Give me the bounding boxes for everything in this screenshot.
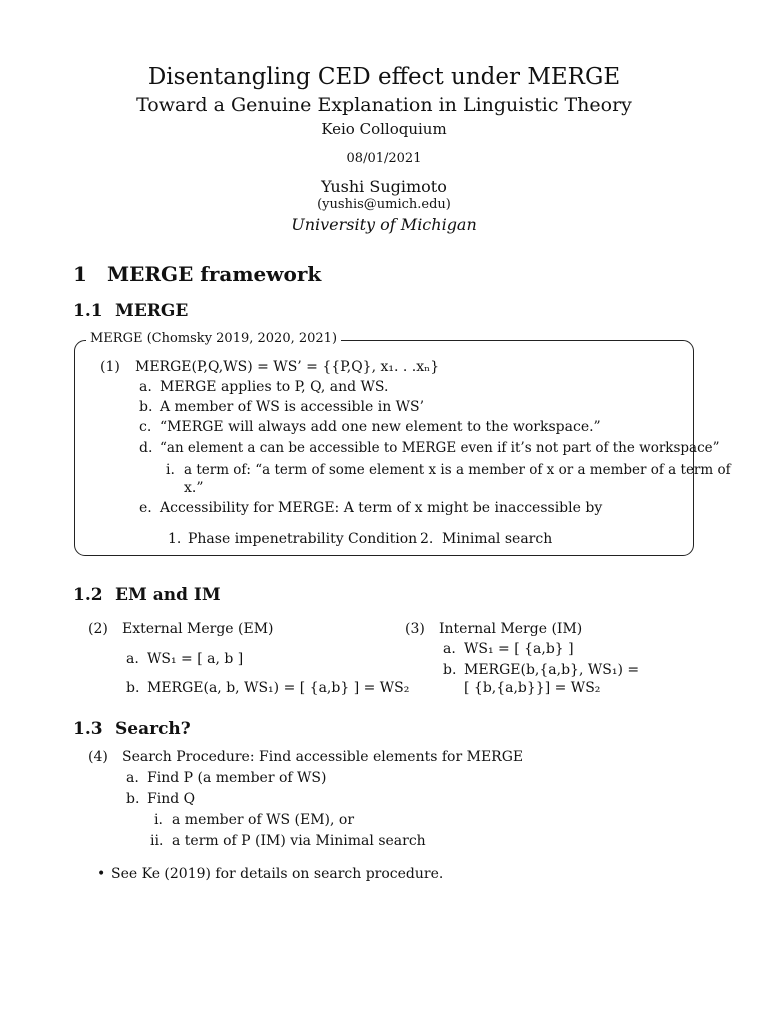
subsection-title: MERGE: [115, 301, 189, 321]
subitem-text-line1: a term of: “a term of some element x is a member of x or a member of a term of: [184, 462, 731, 478]
example-number: (2): [88, 621, 108, 637]
example-number: (3): [405, 621, 425, 637]
item-text: WS₁ = [ {a,b} ]: [464, 641, 574, 657]
item-text: Accessibility for MERGE: A term of x might be inaccessible by: [160, 500, 603, 516]
item-label: c.: [139, 419, 152, 435]
subsection-number: 1.2: [73, 585, 103, 605]
paper-title: Disentangling CED effect under MERGE: [147, 64, 621, 90]
section-title: MERGE framework: [107, 262, 322, 286]
item-text: MERGE(a, b, WS₁) = [ {a,b} ] = WS₂: [147, 680, 410, 696]
affiliation: University of Michigan: [291, 215, 477, 234]
subsection-number: 1.1: [73, 301, 103, 321]
enum-text: Phase impenetrability Condition: [188, 531, 418, 547]
subitem-text: a term of P (IM) via Minimal search: [172, 833, 426, 849]
enum-label: 1.: [168, 531, 182, 547]
item-text: “an element a can be accessible to MERGE even if it’s not part of the workspace”: [160, 440, 720, 456]
item-label: b.: [126, 680, 140, 696]
bullet-text: See Ke (2019) for details on search procedure.: [111, 866, 444, 882]
item-text: A member of WS is accessible in WS’: [160, 399, 425, 415]
item-text-line1: MERGE(b,{a,b}, WS₁) =: [464, 662, 640, 678]
item-label: d.: [139, 440, 153, 456]
subitem-label: i.: [154, 812, 163, 828]
author-email: (yushis@umich.edu): [317, 197, 451, 212]
date: 08/01/2021: [346, 151, 422, 166]
item-text: MERGE applies to P, Q, and WS.: [160, 379, 389, 395]
author: Yushi Sugimoto: [321, 177, 447, 196]
subitem-label: ii.: [150, 833, 164, 849]
subitem-text: a member of WS (EM), or: [172, 812, 355, 828]
subsection-number: 1.3: [73, 719, 103, 739]
item-label: b.: [126, 791, 140, 807]
item-label: a.: [443, 641, 456, 657]
venue: Keio Colloquium: [321, 120, 447, 138]
item-label: a.: [126, 651, 139, 667]
item-label: a.: [139, 379, 152, 395]
box-title: MERGE (Chomsky 2019, 2020, 2021): [86, 331, 341, 346]
item-text-line2: [ {b,{a,b}}] = WS₂: [464, 680, 601, 696]
example-heading: Internal Merge (IM): [439, 621, 583, 637]
paper-subtitle: Toward a Genuine Explanation in Linguistic Theory: [136, 94, 632, 116]
example-number: (4): [88, 749, 108, 765]
subitem-label: i.: [166, 462, 175, 478]
bullet-icon: •: [97, 866, 106, 882]
item-text: “MERGE will always add one new element to the workspace.”: [160, 419, 601, 435]
item-text: Find Q: [147, 791, 196, 807]
example-number: (1): [100, 359, 120, 375]
item-label: a.: [126, 770, 139, 786]
item-text: Find P (a member of WS): [147, 770, 327, 786]
enum-text: Minimal search: [442, 531, 553, 547]
item-text: WS₁ = [ a, b ]: [147, 651, 244, 667]
item-label: b.: [139, 399, 153, 415]
example-main: MERGE(P,Q,WS) = WS’ = {{P,Q}, x₁. . .xₙ}: [135, 359, 440, 375]
example-heading: Search Procedure: Find accessible elements for MERGE: [122, 749, 524, 765]
section-number: 1: [73, 262, 87, 286]
subitem-text-line2: x.”: [184, 480, 204, 496]
item-label: b.: [443, 662, 457, 678]
item-label: e.: [139, 500, 152, 516]
subsection-title: Search?: [115, 719, 191, 739]
subsection-title: EM and IM: [115, 585, 221, 605]
enum-label: 2.: [420, 531, 434, 547]
example-heading: External Merge (EM): [122, 621, 274, 637]
